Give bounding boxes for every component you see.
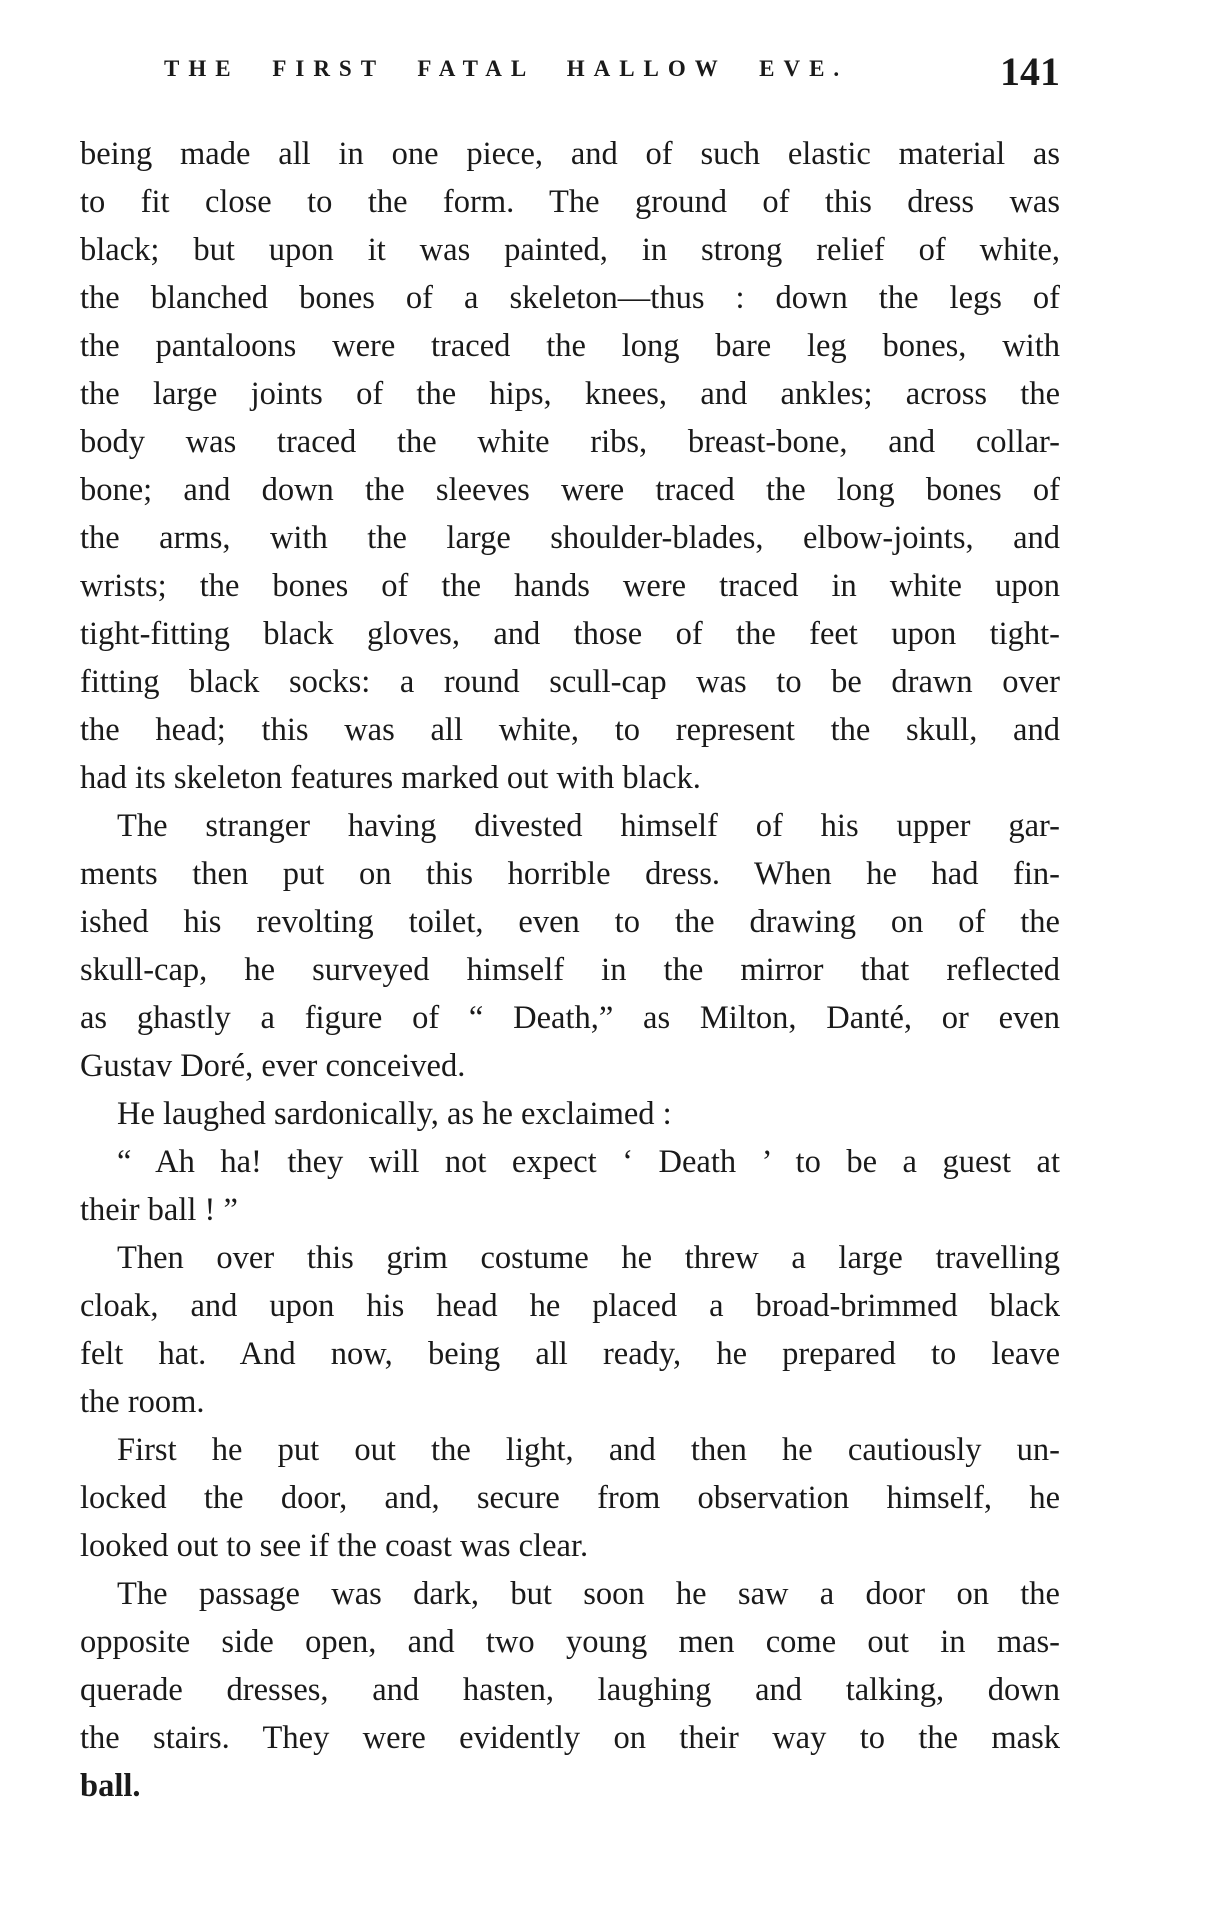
text-line: ments then put on this horrible dress. When he had fin- <box>80 856 1060 892</box>
text-line: the room. <box>80 1384 205 1420</box>
text-line: ball. <box>80 1768 141 1804</box>
text-line: skull-cap, he surveyed himself in the mirror that reflected <box>80 952 1060 988</box>
text-line: locked the door, and, secure from observation himself, he <box>80 1480 1060 1516</box>
text-line: Gustav Doré, ever conceived. <box>80 1048 466 1084</box>
text-line: being made all in one piece, and of such elastic material as <box>80 136 1060 172</box>
text-line: querade dresses, and hasten, laughing and talking, down <box>80 1672 1060 1708</box>
text-line: wrists; the bones of the hands were traced in white upon <box>80 568 1060 604</box>
text-line: the pantaloons were traced the long bare leg bones, with <box>80 328 1060 364</box>
text-line: body was traced the white ribs, breast-bone, and collar- <box>80 424 1060 460</box>
text-line: “ Ah ha! they will not expect ‘ Death ’ to be a guest at <box>117 1144 1060 1180</box>
text-line: the blanched bones of a skeleton—thus : down the legs of <box>80 280 1060 316</box>
paragraph-3 <box>80 1090 1060 1138</box>
text-line: had its skeleton features marked out with black. <box>80 760 701 796</box>
body-text <box>80 130 1060 1810</box>
running-title: THE FIRST FATAL HALLOW EVE. <box>164 56 849 81</box>
text-line: tight-fitting black gloves, and those of the feet upon tight- <box>80 616 1060 652</box>
text-line: cloak, and upon his head he placed a broad-brimmed black <box>80 1288 1060 1324</box>
text-line: as ghastly a figure of “ Death,” as Milton, Danté, or even <box>80 1000 1060 1036</box>
running-header <box>80 48 1060 98</box>
text-line: The stranger having divested himself of his upper gar- <box>117 808 1060 844</box>
text-line: looked out to see if the coast was clear. <box>80 1528 589 1564</box>
text-line: fitting black socks: a round scull-cap was to be drawn over <box>80 664 1060 700</box>
text-line: their ball ! ” <box>80 1192 238 1228</box>
text-line: the stairs. They were evidently on their way to the mask <box>80 1720 1060 1756</box>
text-line: The passage was dark, but soon he saw a door on the <box>117 1576 1060 1612</box>
text-line: black; but upon it was painted, in strong relief of white, <box>80 232 1060 268</box>
paragraph-2 <box>80 802 1060 1090</box>
text-line: to fit close to the form. The ground of this dress was <box>80 184 1060 220</box>
paragraph-5 <box>80 1234 1060 1426</box>
text-line: felt hat. And now, being all ready, he prepared to leave <box>80 1336 1060 1372</box>
paragraph-4 <box>80 1138 1060 1234</box>
text-line: Then over this grim costume he threw a large travelling <box>117 1240 1060 1276</box>
text-line: the large joints of the hips, knees, and ankles; across the <box>80 376 1060 412</box>
paragraph-1 <box>80 130 1060 802</box>
text-line: the arms, with the large shoulder-blades, elbow-joints, and <box>80 520 1060 556</box>
text-line: opposite side open, and two young men come out in mas- <box>80 1624 1060 1660</box>
text-line: He laughed sardonically, as he exclaimed : <box>117 1096 672 1132</box>
text-line: the head; this was all white, to represent the skull, and <box>80 712 1060 748</box>
paragraph-7 <box>80 1570 1060 1810</box>
paragraph-6 <box>80 1426 1060 1570</box>
text-line: bone; and down the sleeves were traced the long bones of <box>80 472 1060 508</box>
text-line: First he put out the light, and then he cautiously un- <box>117 1432 1060 1468</box>
text-line: ished his revolting toilet, even to the drawing on of the <box>80 904 1060 940</box>
page-number: 141 <box>1000 49 1060 94</box>
